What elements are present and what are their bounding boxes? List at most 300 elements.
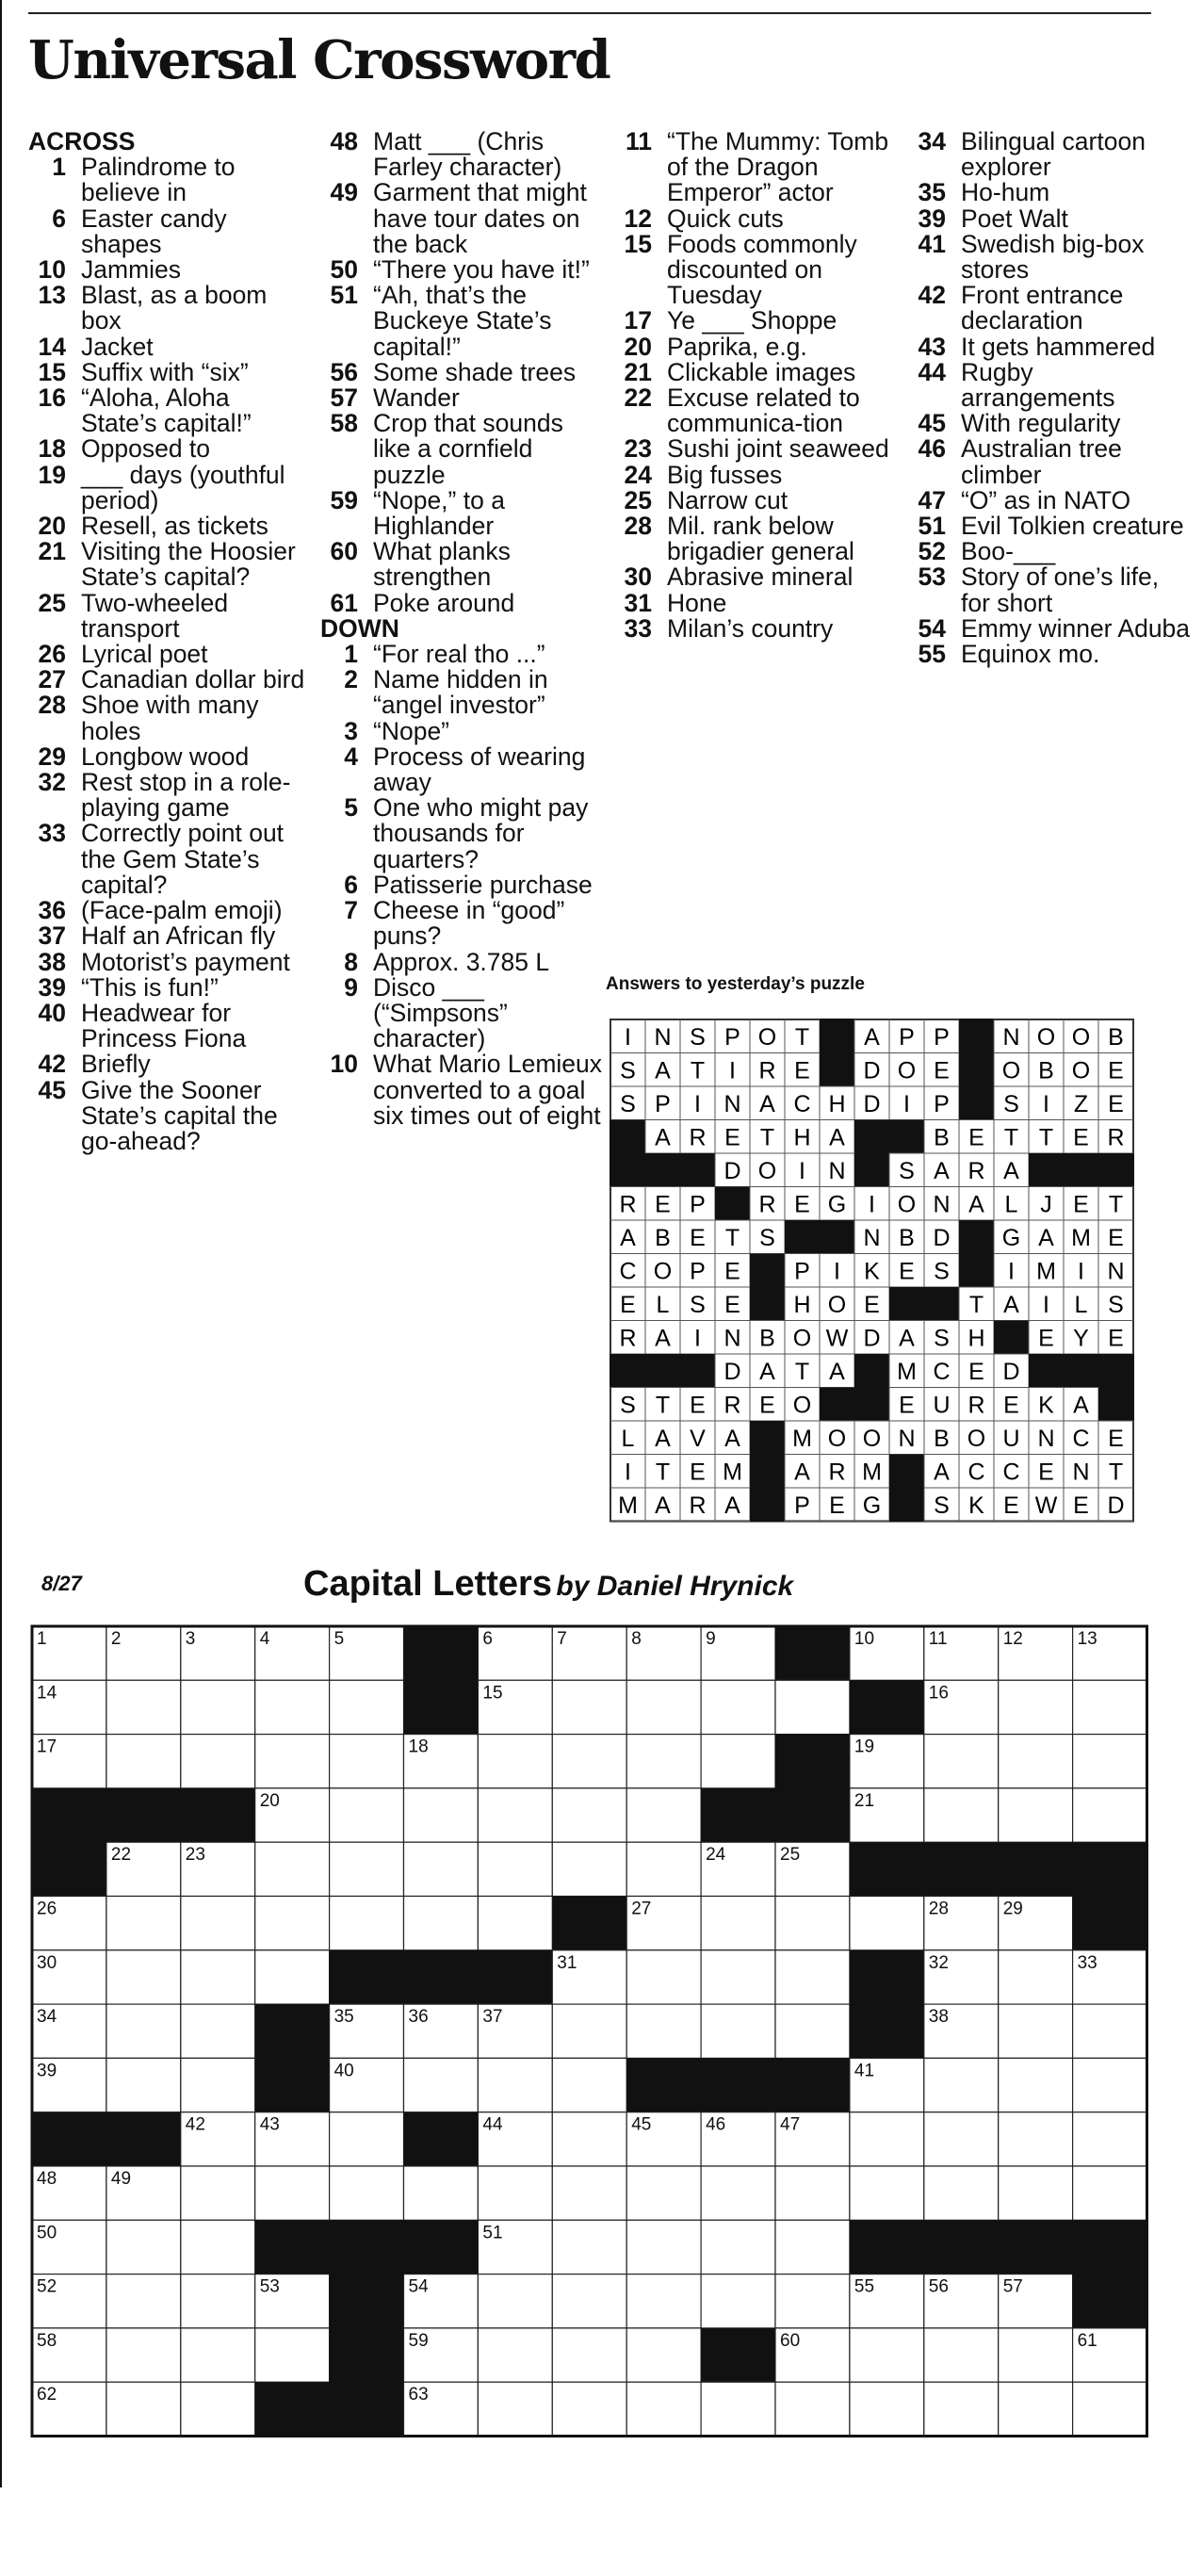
grid-cell[interactable]	[924, 2328, 999, 2382]
cell-number: 52	[37, 2276, 57, 2297]
answer-letter: M	[1071, 1224, 1091, 1251]
across-clue-1	[28, 155, 311, 205]
grid-cell[interactable]	[106, 1950, 181, 2004]
answer-letter: E	[899, 1392, 915, 1419]
grid-cell[interactable]	[330, 2112, 404, 2166]
cell-number: 4	[259, 1629, 270, 1649]
grid-cell[interactable]	[106, 2328, 181, 2382]
grid-cell[interactable]	[478, 2382, 552, 2436]
answer-letter: M	[723, 1459, 742, 1486]
left-border	[0, 0, 2, 2487]
block-cell	[750, 1455, 785, 1489]
grid-cell[interactable]	[552, 2220, 626, 2274]
grid-cell[interactable]	[478, 1842, 552, 1896]
grid-cell[interactable]	[552, 2274, 626, 2328]
clue-column-2	[320, 129, 603, 1129]
clue-number: 56	[330, 357, 358, 386]
clue-text: Opposed to	[81, 434, 211, 464]
grid-cell[interactable]	[626, 2166, 701, 2220]
grid-cell[interactable]	[1073, 2058, 1147, 2111]
clue-text: “There you have it!”	[373, 255, 590, 285]
cell-number: 11	[928, 1629, 948, 1649]
clue-text: Sushi joint seaweed	[667, 434, 889, 464]
grid-cell[interactable]	[1073, 1735, 1147, 1788]
answer-letter: S	[620, 1090, 636, 1117]
clue-number: 39	[38, 972, 66, 1002]
block-cell	[854, 1120, 889, 1154]
answer-letter: A	[655, 1124, 671, 1151]
grid-cell[interactable]	[999, 2382, 1073, 2436]
answers-grid	[609, 1018, 1150, 1519]
answer-letter: S	[620, 1392, 636, 1419]
grid-cell[interactable]	[626, 1842, 701, 1896]
grid-cell[interactable]	[330, 2166, 404, 2220]
answer-letter: B	[655, 1224, 671, 1251]
answer-letter: N	[1072, 1459, 1090, 1486]
grid-cell[interactable]	[552, 1735, 626, 1788]
grid-cell[interactable]	[775, 2166, 850, 2220]
grid-cell[interactable]	[626, 1735, 701, 1788]
grid-cell[interactable]	[181, 2166, 255, 2220]
answer-letter: A	[620, 1224, 636, 1251]
clue-number: 38	[38, 947, 66, 976]
down-clue-44	[908, 357, 1191, 413]
grid-cell[interactable]	[106, 2004, 181, 2058]
grid-cell[interactable]	[924, 2382, 999, 2436]
grid-cell[interactable]	[924, 2166, 999, 2220]
answer-letter: P	[934, 1023, 950, 1051]
across-clue-48	[320, 129, 603, 180]
grid-cell[interactable]	[775, 1680, 850, 1734]
grid-cell[interactable]	[404, 1842, 479, 1896]
grid-cell[interactable]	[1073, 2112, 1147, 2166]
grid-cell[interactable]	[999, 2328, 1073, 2382]
grid-cell[interactable]	[106, 1735, 181, 1788]
cell-number: 17	[37, 1736, 57, 1757]
answer-letter: T	[1108, 1191, 1124, 1218]
answer-letter: R	[828, 1459, 846, 1486]
across-clue-57	[320, 385, 603, 411]
grid-cell[interactable]	[330, 1735, 404, 1788]
across-clue-36	[28, 898, 311, 923]
across-clue-6	[28, 206, 311, 257]
clue-text: Foods commonly discounted on Tuesday	[667, 229, 857, 310]
grid-cell[interactable]	[330, 1680, 404, 1734]
cell-number: 22	[110, 1845, 132, 1866]
grid-cell[interactable]	[850, 2166, 924, 2220]
clue-text: Cheese in “good” puns?	[373, 896, 565, 951]
clue-text: Poet Walt	[961, 204, 1068, 233]
block-cell	[820, 1053, 854, 1087]
grid-cell[interactable]	[478, 1735, 552, 1788]
block-cell	[750, 1488, 785, 1522]
grid-cell[interactable]	[181, 2004, 255, 2058]
grid-cell[interactable]	[701, 2274, 775, 2328]
answer-letter: R	[967, 1157, 985, 1184]
answer-letter: C	[793, 1090, 811, 1117]
grid-cell[interactable]	[626, 2328, 701, 2382]
grid-cell[interactable]	[330, 1788, 404, 1842]
grid-cell[interactable]	[999, 1788, 1073, 1842]
grid-cell[interactable]	[255, 1950, 330, 2004]
answer-letter: E	[655, 1191, 671, 1218]
answer-letter: E	[620, 1291, 636, 1318]
grid-cell[interactable]	[701, 2382, 775, 2436]
grid-cell[interactable]	[626, 2274, 701, 2328]
answer-letter: E	[690, 1459, 706, 1486]
grid-cell[interactable]	[775, 1950, 850, 2004]
grid-cell[interactable]	[255, 1897, 330, 1950]
cell-number: 48	[37, 2169, 57, 2189]
answer-letter: M	[1036, 1258, 1056, 1285]
grid-cell[interactable]	[999, 1735, 1073, 1788]
answer-letter: A	[655, 1057, 671, 1084]
grid-cell[interactable]	[330, 1897, 404, 1950]
clue-number: 28	[38, 691, 66, 720]
grid-cell[interactable]	[701, 1950, 775, 2004]
answer-letter: G	[862, 1492, 882, 1519]
clue-number: 7	[344, 896, 358, 925]
grid-cell[interactable]	[181, 1897, 255, 1950]
grid-cell[interactable]	[478, 2166, 552, 2220]
grid-cell[interactable]	[999, 2166, 1073, 2220]
grid-cell[interactable]	[552, 2382, 626, 2436]
grid-cell[interactable]	[924, 2112, 999, 2166]
answer-letter: B	[934, 1425, 950, 1452]
answer-letter: H	[793, 1124, 811, 1151]
grid-cell[interactable]	[701, 1680, 775, 1734]
cell-number: 42	[185, 2114, 205, 2135]
answer-letter: S	[759, 1224, 775, 1251]
clue-number: 60	[330, 537, 358, 566]
answer-letter: J	[1040, 1191, 1052, 1218]
grid-cell[interactable]	[775, 1897, 850, 1950]
grid-cell[interactable]	[552, 2166, 626, 2220]
grid-cell[interactable]	[552, 2112, 626, 2166]
clue-number: 6	[344, 870, 358, 899]
cell-number: 32	[928, 1952, 949, 1973]
block-cell	[1098, 1354, 1133, 1388]
grid-cell[interactable]	[1073, 1680, 1147, 1734]
answer-letter: S	[934, 1492, 950, 1519]
grid-cell[interactable]	[924, 2058, 999, 2111]
cell-number: 45	[631, 2114, 652, 2135]
clue-text: “Nope”	[373, 716, 450, 745]
grid-cell[interactable]	[552, 2328, 626, 2382]
block-cell	[330, 2274, 405, 2329]
clue-text: Front entrance declaration	[961, 281, 1124, 335]
grid-cell[interactable]	[552, 1680, 626, 1734]
across-clue-61	[320, 588, 603, 617]
grid-cell[interactable]	[626, 2220, 701, 2274]
grid-cell[interactable]	[924, 1735, 999, 1788]
block-cell	[750, 1254, 785, 1288]
clue-text: Wander	[373, 383, 460, 413]
grid-cell[interactable]	[999, 1680, 1073, 1734]
grid-cell[interactable]	[106, 1897, 181, 1950]
cell-number: 59	[408, 2330, 429, 2351]
puzzle-date: 8/27	[41, 1572, 82, 1595]
grid-cell[interactable]	[850, 1897, 924, 1950]
grid-cell[interactable]	[181, 1950, 255, 2004]
grid-cell[interactable]	[255, 1735, 330, 1788]
block-cell	[680, 1354, 715, 1388]
cell-number: 28	[928, 1899, 949, 1919]
clue-number: 10	[330, 1050, 358, 1079]
grid-cell[interactable]	[701, 1735, 775, 1788]
grid-cell[interactable]	[404, 1897, 479, 1950]
grid-cell[interactable]	[106, 1680, 181, 1734]
grid-cell[interactable]	[626, 1680, 701, 1734]
grid-cell[interactable]	[255, 2166, 330, 2220]
block-cell	[924, 1842, 1000, 1897]
block-cell	[820, 1019, 854, 1053]
answer-letter: E	[1108, 1425, 1124, 1452]
block-cell	[959, 1220, 994, 1254]
answer-letter: C	[967, 1459, 985, 1486]
across-clue-37	[28, 923, 311, 949]
answer-letter: B	[1108, 1023, 1124, 1051]
clue-text: Approx. 3.785 L	[373, 947, 550, 976]
grid-cell[interactable]	[404, 2166, 479, 2220]
block-cell	[1073, 2274, 1148, 2329]
cell-number: 19	[853, 1736, 875, 1757]
answer-letter: I	[694, 1325, 701, 1352]
grid-cell[interactable]	[626, 2382, 701, 2436]
cell-number: 5	[333, 1629, 345, 1649]
grid-cell[interactable]	[181, 2328, 255, 2382]
clue-text: Easter candy shapes	[81, 204, 227, 258]
cell-number: 51	[482, 2223, 503, 2243]
grid-cell[interactable]	[552, 1788, 626, 1842]
across-clue-28	[28, 693, 311, 743]
clue-number: 16	[38, 383, 66, 413]
answer-letter: U	[933, 1392, 951, 1419]
grid-cell[interactable]	[999, 1950, 1073, 2004]
clue-text: Headwear for Princess Fiona	[81, 998, 247, 1053]
grid-cell[interactable]	[775, 2220, 850, 2274]
grid-cell[interactable]	[181, 2220, 255, 2274]
grid-cell[interactable]	[775, 2382, 850, 2436]
block-cell	[330, 2220, 405, 2274]
block-cell	[701, 2058, 776, 2112]
clue-text: “Ah, that’s the Buckeye State’s capital!”	[373, 281, 552, 361]
clue-text: “Nope,” to a Highlander	[373, 485, 505, 541]
answer-letter: T	[759, 1124, 775, 1151]
block-cell	[820, 1388, 854, 1422]
clue-text: Disco ___ (“Simpsons” character)	[373, 972, 508, 1053]
grid-cell[interactable]	[478, 2274, 552, 2328]
grid-cell[interactable]	[1073, 2004, 1147, 2058]
clue-column-4	[908, 129, 1191, 667]
puzzle-title: Capital Letters	[303, 1564, 552, 1604]
answer-letter: M	[862, 1459, 882, 1486]
answer-letter: R	[723, 1392, 741, 1419]
cell-number: 58	[37, 2330, 57, 2351]
grid-cell[interactable]	[850, 2112, 924, 2166]
answer-letter: M	[618, 1492, 638, 1519]
block-cell	[889, 1455, 924, 1489]
grid-cell[interactable]	[1073, 2166, 1147, 2220]
answer-letter: I	[729, 1057, 736, 1084]
block-cell	[404, 1680, 480, 1735]
answer-letter: I	[1043, 1291, 1049, 1318]
clue-number: 37	[38, 921, 66, 951]
answer-letter: S	[620, 1057, 636, 1084]
answer-letter: S	[690, 1291, 706, 1318]
block-cell	[850, 1950, 925, 2005]
grid-cell[interactable]	[775, 2004, 850, 2058]
block-cell	[994, 1321, 1029, 1355]
grid-cell[interactable]	[999, 2058, 1073, 2111]
across-clue-29	[28, 744, 311, 770]
cell-number: 20	[259, 1790, 280, 1811]
grid-cell[interactable]	[404, 1788, 479, 1842]
cell-number: 53	[259, 2276, 280, 2297]
down-clue-52	[908, 539, 1191, 564]
answer-letter: V	[690, 1425, 706, 1452]
across-clue-32	[28, 770, 311, 821]
cell-number: 62	[37, 2385, 57, 2405]
block-cell	[775, 2058, 851, 2112]
grid-cell[interactable]	[552, 1842, 626, 1896]
grid-cell[interactable]	[106, 2382, 181, 2436]
clue-number: 25	[624, 485, 652, 514]
clue-text: “O” as in NATO	[961, 485, 1131, 514]
block-cell	[680, 1153, 715, 1187]
answer-letter: O	[653, 1258, 673, 1285]
down-clue-9	[320, 972, 603, 1053]
clue-number: 46	[918, 434, 946, 464]
grid-cell[interactable]	[255, 1842, 330, 1896]
clue-number: 34	[918, 127, 946, 155]
grid-cell[interactable]	[106, 2220, 181, 2274]
answer-letter: P	[724, 1023, 740, 1051]
grid-cell[interactable]	[255, 1680, 330, 1734]
grid-cell[interactable]	[404, 2058, 479, 2111]
grid-cell[interactable]	[1073, 1788, 1147, 1842]
answer-letter: O	[1071, 1023, 1091, 1051]
across-clue-26	[28, 642, 311, 667]
block-cell	[889, 1488, 924, 1522]
answer-letter: A	[794, 1459, 810, 1486]
clue-text: What Mario Lemieux converted to a goal six times out of eight	[373, 1050, 603, 1130]
puzzle-title-block	[303, 1564, 793, 1605]
grid-cell[interactable]	[701, 2004, 775, 2058]
answer-letter: A	[759, 1358, 775, 1385]
answer-letter: K	[1038, 1392, 1054, 1419]
grid-cell[interactable]	[181, 2274, 255, 2328]
down-clue-43	[908, 334, 1191, 360]
grid-cell[interactable]	[478, 2328, 552, 2382]
block-cell	[959, 1086, 994, 1120]
clue-text: Visiting the Hoosier State’s capital?	[81, 537, 296, 592]
cell-number: 16	[928, 1683, 949, 1704]
grid-cell[interactable]	[330, 1842, 404, 1896]
clue-text: Lyrical poet	[81, 640, 208, 669]
grid-cell[interactable]	[1073, 2382, 1147, 2436]
clue-text: “This is fun!”	[81, 972, 219, 1002]
answer-letter: I	[903, 1090, 910, 1117]
grid-cell[interactable]	[701, 2166, 775, 2220]
block-cell	[701, 1788, 776, 1843]
grid-cell[interactable]	[478, 1788, 552, 1842]
grid-cell[interactable]	[850, 2382, 924, 2436]
grid-cell[interactable]	[552, 2058, 626, 2111]
grid-cell[interactable]	[701, 2220, 775, 2274]
clue-text: Garment that might have tour dates on the back	[373, 178, 587, 258]
grid-cell[interactable]	[626, 2004, 701, 2058]
down-clue-31	[614, 588, 897, 617]
grid-cell[interactable]	[701, 1897, 775, 1950]
grid-cell[interactable]	[181, 2058, 255, 2111]
block-cell	[785, 1220, 820, 1254]
block-cell	[1073, 1897, 1148, 1951]
across-clue-25	[28, 588, 311, 643]
grid-cell[interactable]	[181, 2382, 255, 2436]
clue-text: Patisserie purchase	[373, 870, 593, 899]
grid-cell[interactable]	[181, 1680, 255, 1734]
answer-letter: O	[827, 1425, 847, 1452]
grid-cell[interactable]	[478, 1897, 552, 1950]
clue-text: ___ days (youthful period)	[81, 460, 285, 514]
grid-cell[interactable]	[181, 1735, 255, 1788]
across-clue-50	[320, 257, 603, 283]
clue-text: “The Mummy: Tomb of the Dragon Emperor” actor	[667, 127, 889, 207]
block-cell	[552, 1897, 627, 1951]
cell-number: 43	[259, 2114, 280, 2135]
clue-text: Paprika, e.g.	[667, 332, 807, 361]
block-cell	[889, 1120, 924, 1154]
clue-number: 12	[624, 204, 652, 233]
grid-cell[interactable]	[552, 2004, 626, 2058]
answer-letter: E	[1108, 1224, 1124, 1251]
clue-text: Emmy winner Aduba	[961, 613, 1191, 643]
answer-letter: T	[1003, 1124, 1019, 1151]
down-clue-21	[614, 357, 897, 386]
clue-number: 35	[918, 178, 946, 207]
clue-number: 51	[918, 512, 946, 541]
grid-cell[interactable]	[626, 1788, 701, 1842]
answer-letter: L	[1074, 1291, 1088, 1318]
down-heading: DOWN	[320, 613, 399, 643]
clue-number: 13	[38, 281, 66, 310]
grid-cell[interactable]	[850, 2328, 924, 2382]
grid-cell[interactable]	[106, 2274, 181, 2328]
cell-number: 10	[853, 1629, 875, 1649]
grid-cell[interactable]	[924, 1788, 999, 1842]
grid-cell[interactable]	[999, 2112, 1073, 2166]
clue-text: Ye ___ Shoppe	[667, 306, 837, 335]
clue-text: Clickable images	[667, 357, 856, 386]
down-clue-33	[614, 613, 897, 643]
grid-cell[interactable]	[255, 2328, 330, 2382]
grid-cell[interactable]	[775, 2274, 850, 2328]
grid-cell[interactable]	[478, 2058, 552, 2111]
grid-cell[interactable]	[999, 2004, 1073, 2058]
grid-cell[interactable]	[106, 2058, 181, 2111]
answer-letter: A	[829, 1124, 845, 1151]
grid-cell[interactable]	[626, 1950, 701, 2004]
block-cell	[610, 1354, 645, 1388]
answer-letter: N	[1107, 1258, 1125, 1285]
clue-text: Rest stop in a role-playing game	[81, 768, 291, 823]
clue-text: Suffix with “six”	[81, 357, 249, 386]
answer-letter: T	[1108, 1459, 1124, 1486]
answer-letter: E	[829, 1492, 845, 1519]
across-clue-10	[28, 257, 311, 283]
clue-text: Blast, as a boom box	[81, 281, 268, 335]
